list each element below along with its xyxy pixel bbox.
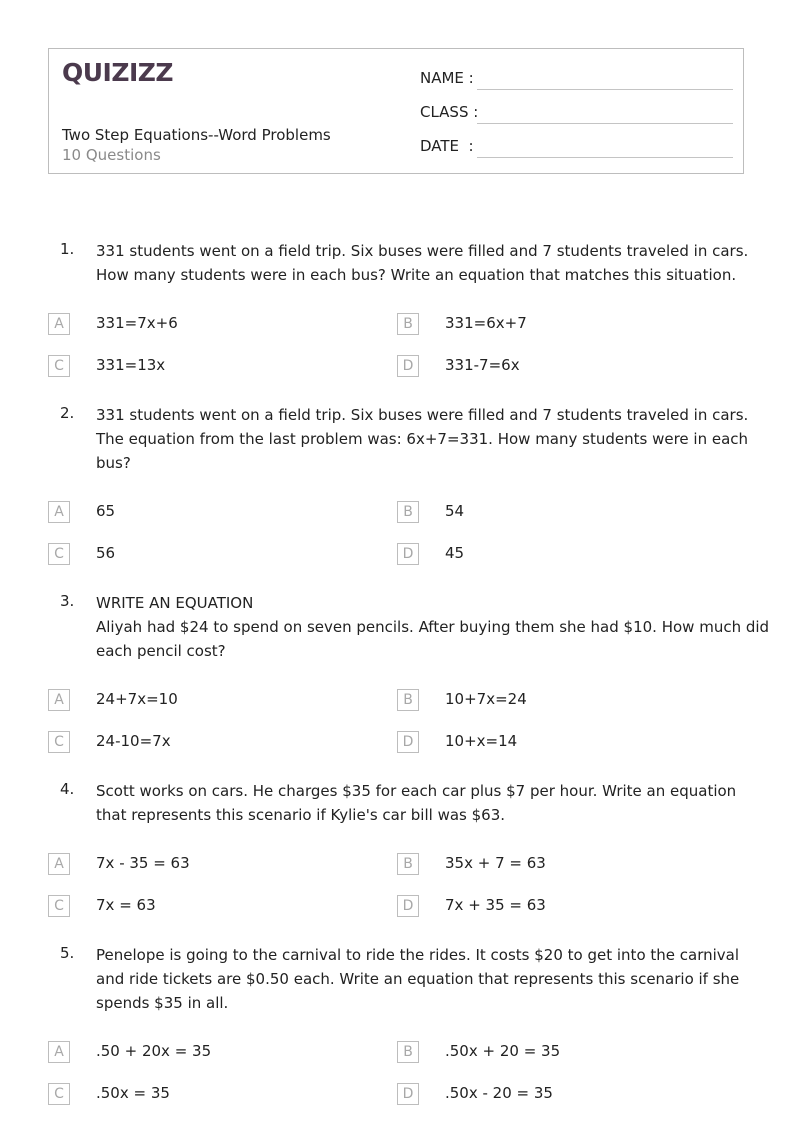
question-text-line: bus? — [96, 454, 131, 472]
option-letter-box[interactable]: D — [397, 543, 419, 565]
date-label: DATE : — [420, 137, 474, 155]
class-label: CLASS : — [420, 103, 479, 121]
question-text-line: that represents this scenario if Kylie's car bill was $63. — [96, 806, 506, 824]
option-text: 10+7x=24 — [445, 690, 527, 708]
question-text-line: The equation from the last problem was: 6x+7=331. How many students were in each — [96, 430, 749, 448]
date-line[interactable] — [477, 157, 733, 158]
option-text: 24-10=7x — [96, 732, 171, 750]
question-text-line: Aliyah had $24 to spend on seven pencils. After buying them she had $10. How much did — [96, 618, 770, 636]
option-letter-box[interactable]: C — [48, 731, 70, 753]
option-letter-box[interactable]: B — [397, 501, 419, 523]
option-text: 54 — [445, 502, 465, 520]
question-text-line: and ride tickets are $0.50 each. Write an equation that represents this scenario if she — [96, 970, 740, 988]
question-text-line: WRITE AN EQUATION — [96, 594, 254, 612]
option-letter-box[interactable]: C — [48, 355, 70, 377]
question-number: 5. — [60, 944, 75, 962]
option-text: .50x + 20 = 35 — [445, 1042, 561, 1060]
option-text: 331=6x+7 — [445, 314, 527, 332]
option-letter-box[interactable]: B — [397, 853, 419, 875]
option-letter-box[interactable]: D — [397, 355, 419, 377]
question-text-line: How many students were in each bus? Write an equation that matches this situation. — [96, 266, 737, 284]
option-letter-box[interactable]: A — [48, 1041, 70, 1063]
name-label: NAME : — [420, 69, 474, 87]
question-number: 3. — [60, 592, 75, 610]
question-text-line: Scott works on cars. He charges $35 for each car plus $7 per hour. Write an equation — [96, 782, 737, 800]
option-text: .50 + 20x = 35 — [96, 1042, 212, 1060]
option-letter-box[interactable]: D — [397, 895, 419, 917]
option-text: 7x + 35 = 63 — [445, 896, 546, 914]
question-text-line: spends $35 in all. — [96, 994, 229, 1012]
class-line[interactable] — [477, 123, 733, 124]
option-text: 10+x=14 — [445, 732, 518, 750]
option-letter-box[interactable]: A — [48, 689, 70, 711]
question-text-line: 331 students went on a field trip. Six buses were filled and 7 students traveled in cars. — [96, 242, 749, 260]
question-text-line: each pencil cost? — [96, 642, 226, 660]
option-text: 56 — [96, 544, 116, 562]
worksheet-header — [48, 48, 744, 174]
question-text-line: 331 students went on a field trip. Six buses were filled and 7 students traveled in cars. — [96, 406, 749, 424]
option-letter-box[interactable]: A — [48, 853, 70, 875]
option-text: 65 — [96, 502, 116, 520]
option-text: 331=7x+6 — [96, 314, 178, 332]
option-letter-box[interactable]: C — [48, 895, 70, 917]
option-text: 35x + 7 = 63 — [445, 854, 546, 872]
option-text: 331-7=6x — [445, 356, 520, 374]
name-line[interactable] — [477, 89, 733, 90]
option-text: 7x = 63 — [96, 896, 156, 914]
option-letter-box[interactable]: D — [397, 1083, 419, 1105]
option-text: 331=13x — [96, 356, 166, 374]
question-text — [96, 591, 770, 663]
option-text: .50x = 35 — [96, 1084, 170, 1102]
question-text — [96, 403, 749, 475]
option-letter-box[interactable]: D — [397, 731, 419, 753]
question-number: 2. — [60, 404, 75, 422]
quizizz-logo: QUIZIZZ — [62, 58, 174, 87]
option-letter-box[interactable]: B — [397, 689, 419, 711]
question-text — [96, 943, 746, 1015]
question-text-line: Penelope is going to the carnival to ride the rides. It costs $20 to get into the carnival — [96, 946, 740, 964]
option-letter-box[interactable]: C — [48, 1083, 70, 1105]
option-text: .50x - 20 = 35 — [445, 1084, 553, 1102]
option-text: 24+7x=10 — [96, 690, 178, 708]
question-number: 4. — [60, 780, 75, 798]
option-letter-box[interactable]: C — [48, 543, 70, 565]
option-text: 45 — [445, 544, 465, 562]
question-count: 10 Questions — [62, 146, 161, 164]
question-number: 1. — [60, 240, 75, 258]
question-text — [96, 239, 749, 287]
option-text: 7x - 35 = 63 — [96, 854, 190, 872]
option-letter-box[interactable]: A — [48, 313, 70, 335]
option-letter-box[interactable]: B — [397, 313, 419, 335]
question-text — [96, 779, 746, 827]
option-letter-box[interactable]: B — [397, 1041, 419, 1063]
worksheet-title: Two Step Equations--Word Problems — [62, 126, 331, 144]
option-letter-box[interactable]: A — [48, 501, 70, 523]
